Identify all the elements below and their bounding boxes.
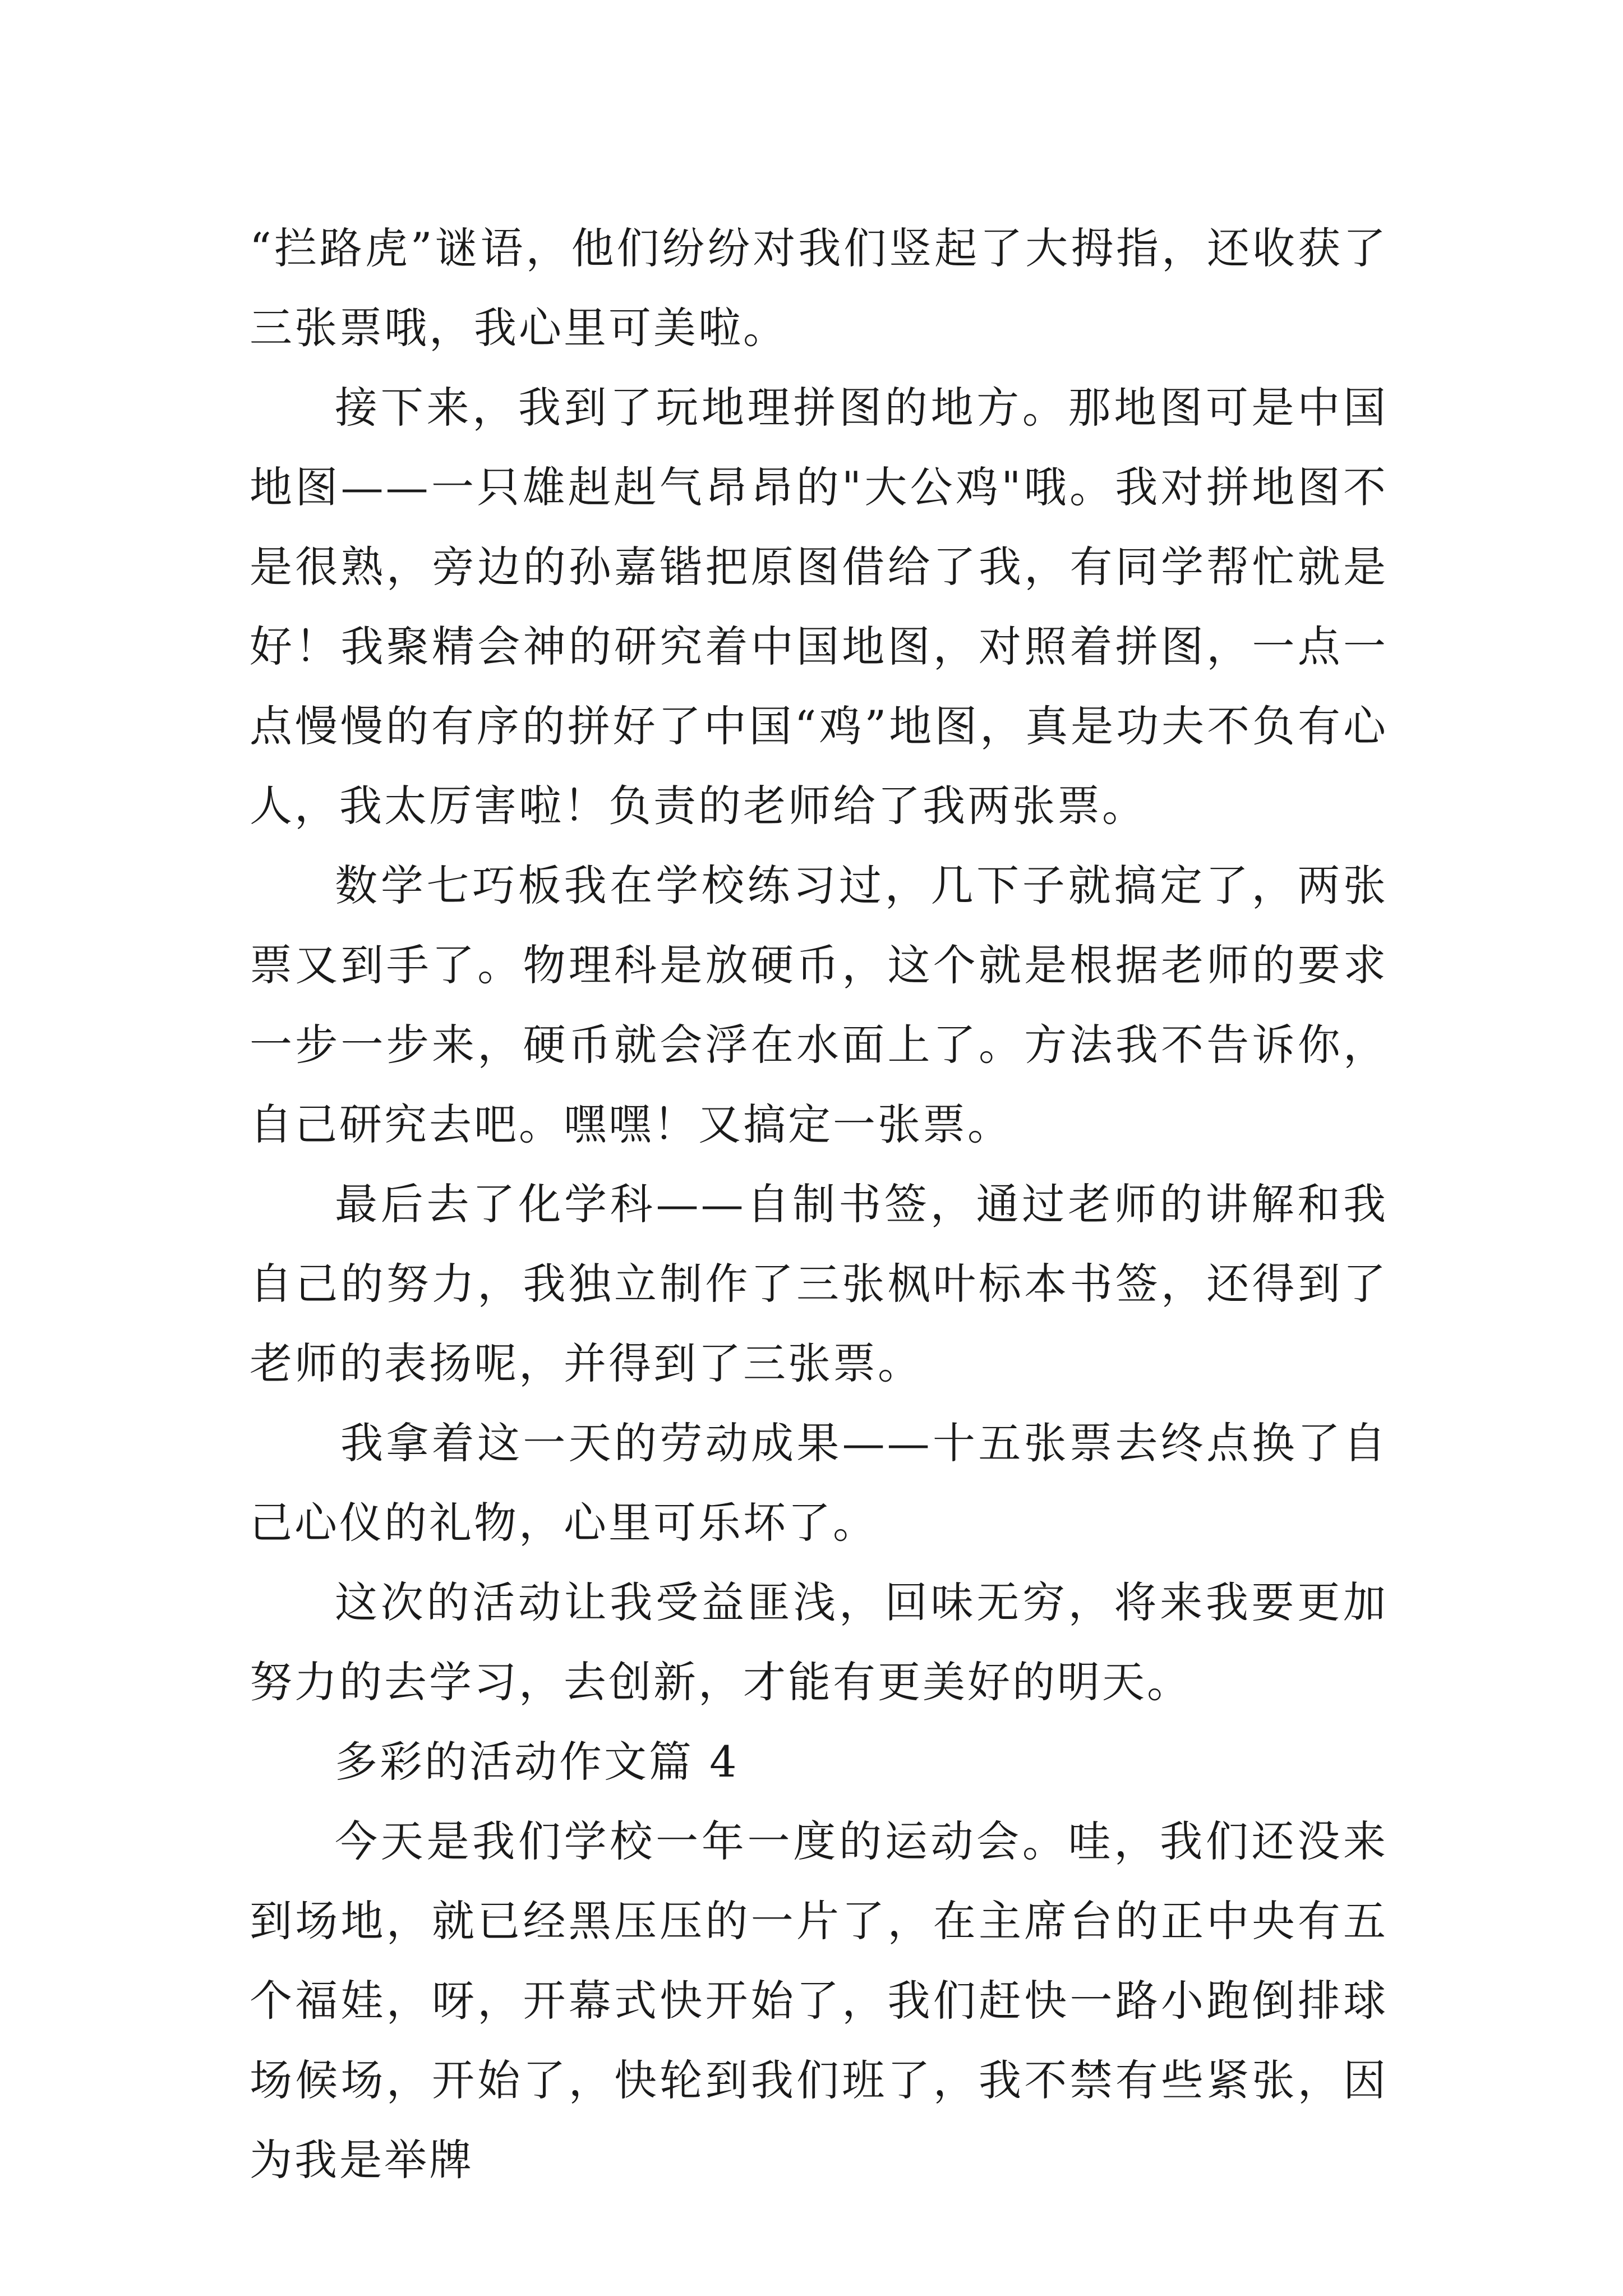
paragraph-continuation: “拦路虎”谜语，他们纷纷对我们竖起了大拇指，还收获了三张票哦，我心里可美啦。	[250, 223, 1388, 353]
paragraph-sports-meet: 今天是我们学校一年一度的运动会。哇，我们还没来到场地，就已经黑压压的一片了，在主席台的正中央有五个福娃，呀，开幕式快开始了，我们赶快一路小跑倒排球场候场，开始了，快轮到我们班了，我不禁有些紧张，因为我是举牌	[250, 1816, 1388, 2185]
paragraph-prize-exchange: 我拿着这一天的劳动成果——十五张票去终点换了自己心仪的礼物，心里可乐坏了。	[250, 1418, 1388, 1548]
paragraph-geography-puzzle: 接下来，我到了玩地理拼图的地方。那地图可是中国地图——一只雄赳赳气昂昂的"大公鸡"哦。我对拼地图不是很熟，旁边的孙嘉锴把原图借给了我，有同学帮忙就是好！我聚精会神的研究着中国地图，对照着拼图，一点一点慢慢的有序的拼好了中国“鸡”地图，真是功夫不负有心人，我太厉害啦！负责的老师给了我两张票。	[250, 383, 1388, 831]
document-body	[250, 209, 1388, 2200]
paragraph-conclusion: 这次的活动让我受益匪浅，回味无穷，将来我要更加努力的去学习，去创新，才能有更美好的明天。	[250, 1577, 1388, 1707]
paragraph-tangram-physics: 数学七巧板我在学校练习过，几下子就搞定了，两张票又到手了。物理科是放硬币，这个就是根据老师的要求一步一步来，硬币就会浮在水面上了。方法我不告诉你，自己研究去吧。嘿嘿！又搞定一张票。	[250, 861, 1388, 1149]
paragraph-chemistry-bookmark: 最后去了化学科——自制书签，通过老师的讲解和我自己的努力，我独立制作了三张枫叶标本书签，还得到了老师的表扬呢，并得到了三张票。	[250, 1179, 1388, 1388]
section-heading: 多彩的活动作文篇 4	[335, 1737, 739, 1787]
